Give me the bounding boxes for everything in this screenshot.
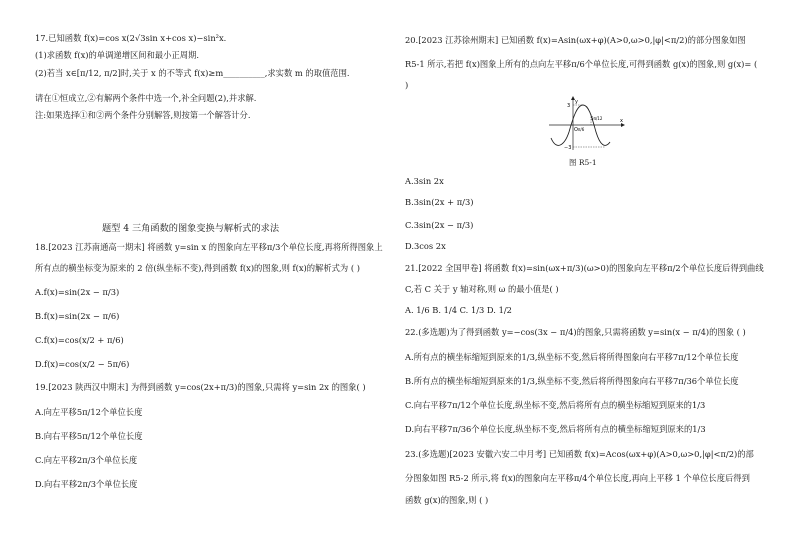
q22-option-d: D.向右平移7π/36个单位长度,纵坐标不变,然后将所有点的横坐标缩短到原来的1/3 — [405, 424, 706, 434]
q22-option-b: B.所有点的横坐标缩短到原来的1/3,纵坐标不变,然后将所得图象向右平移7π/36个单位长度 — [405, 376, 739, 386]
q17-stem: 17.已知函数 f(x)=cos x(2√3sin x+cos x)−sin²x. — [35, 33, 227, 43]
q19-option-b: B.向右平移5π/12个单位长度 — [35, 431, 143, 441]
q20-stem-line1: 20.[2023 江苏徐州期末] 已知函数 f(x)=Asin(ωx+φ)(A>0,ω>0,|φ|<π/2)的部分图象如图 — [405, 35, 746, 45]
label-origin: O — [574, 127, 578, 133]
q20-option-c: C.3sin(2x − π/3) — [405, 220, 474, 230]
q21-stem-line2: C,若 C 关于 y 轴对称,则 ω 的最小值是( ) — [405, 284, 559, 294]
q21-stem-line1: 21.[2022 全国甲卷] 将函数 f(x)=sin(ωx+π/3)(ω>0)的图象向左平移π/2个单位长度后得到曲线 — [405, 263, 764, 273]
q20-option-b: B.3sin(2x + π/3) — [405, 197, 474, 207]
q18-stem-line2: 所有点的横坐标变为原来的 2 倍(纵坐标不变),得到函数 f(x)的图象,则 f(x)的解析式为 ( ) — [35, 263, 360, 273]
q18-option-d: D.f(x)=cos(x/2 − 5π/6) — [35, 359, 130, 369]
q23-stem-line1: 23.(多选题)[2023 安徽六安二中月考] 已知函数 f(x)=Acos(ωx+φ)(A>0,ω>0,|φ|<π/2)的部 — [405, 449, 754, 459]
q23-stem-line3: 函数 g(x)的图象,则 ( ) — [405, 495, 489, 505]
q22-stem: 22.(多选题)为了得到函数 y=−cos(3x − π/4)的图象,只需将函数 y=sin(x − π/4)的图象 ( ) — [405, 327, 746, 337]
q21-options: A. 1/6 B. 1/4 C. 1/3 D. 1/2 — [405, 305, 512, 315]
q20-option-d: D.3cos 2x — [405, 241, 446, 251]
q17-part2: (2)若当 x∈[π/12, π/2]时,关于 x 的不等式 f(x)≥m__________,求实数 m 的取值范围. — [35, 68, 350, 78]
q18-option-a: A.f(x)=sin(2x − π/3) — [35, 287, 120, 297]
label-x-tick1: π/6 — [578, 127, 585, 132]
figure-caption: 图 R5-1 — [569, 158, 597, 167]
section-title: 题型 4 三角函数的图象变换与解析式的求法 — [102, 223, 280, 234]
q19-option-d: D.向右平移2π/3个单位长度 — [35, 479, 138, 489]
q18-option-b: B.f(x)=sin(2x − π/6) — [35, 311, 120, 321]
label-x-axis: x — [620, 118, 623, 124]
q20-option-a: A.3sin 2x — [405, 176, 444, 186]
q19-option-a: A.向左平移5π/12个单位长度 — [35, 407, 143, 417]
q17-part1: (1)求函数 f(x)的单调递增区间和最小正周期. — [35, 50, 200, 60]
q20-stem-line2: R5-1 所示,若把 f(x)图象上所有的点向左平移π/6个单位长度,可得到函数 g(x)的图象,则 g(x)= ( — [405, 59, 758, 69]
q22-option-c: C.向右平移7π/12个单位长度,纵坐标不变,然后将所有点的横坐标缩短到原来的1/3 — [405, 400, 706, 410]
q18-option-c: C.f(x)=cos(x/2 + π/6) — [35, 335, 124, 345]
label-y-bottom: −3 — [564, 145, 572, 151]
label-y-axis: y — [575, 99, 578, 105]
q19-stem: 19.[2023 陕西汉中期末] 为得到函数 y=cos(2x+π/3)的图象,只需将 y=sin 2x 的图象( ) — [35, 382, 366, 392]
q17-condition: 请在①恒成立,②有解两个条件中选一个,补全问题(2),并求解. — [35, 93, 257, 103]
q23-stem-line2: 分图象如图 R5-2 所示,将 f(x)的图象向左平移π/4个单位长度,再向上平移 1 个单位长度后得到 — [405, 473, 750, 483]
label-y-top: 3 — [567, 103, 571, 109]
q19-option-c: C.向左平移2π/3个单位长度 — [35, 455, 138, 465]
q22-option-a: A.所有点的横坐标缩短到原来的1/3,纵坐标不变,然后将所得图象向右平移7π/12个单位长度 — [405, 352, 739, 362]
q17-note: 注:如果选择①和②两个条件分别解答,则按第一个解答计分. — [35, 110, 251, 120]
q18-stem-line1: 18.[2023 江苏南通高一期末] 将函数 y=sin x 的图象向左平移π/3个单位长度,再将所得图象上 — [35, 242, 383, 252]
label-x-tick2: 5π/12 — [591, 116, 603, 121]
q20-stem-line3: ) — [405, 80, 409, 90]
figure-r5-1 — [547, 96, 627, 152]
